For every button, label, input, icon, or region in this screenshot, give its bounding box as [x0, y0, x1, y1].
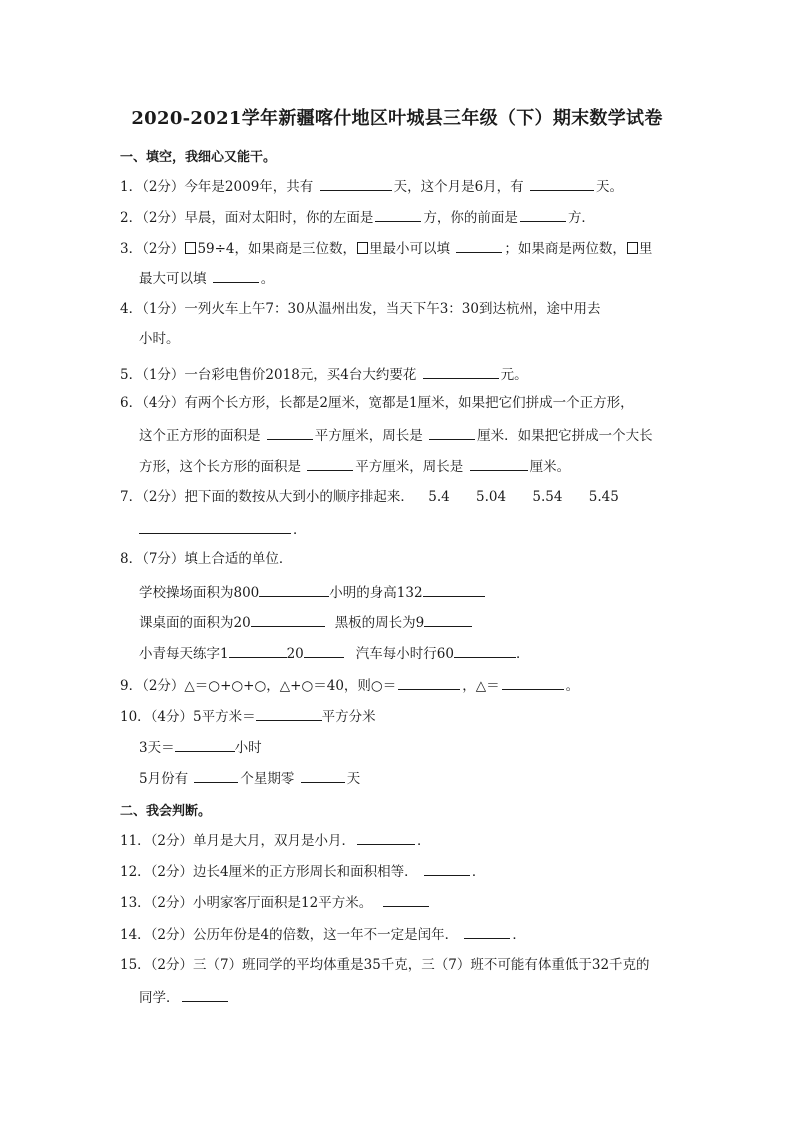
answer-blank[interactable] [398, 675, 460, 690]
question-5: 5．（1分）一台彩电售价2018元，买4台大约要花 元。 [120, 364, 528, 384]
answer-blank[interactable] [213, 268, 259, 283]
question-9: 9．（2分）△＝○+○+○，△+○＝40，则○＝ ，△＝ 。 [120, 675, 579, 695]
answer-blank[interactable] [229, 643, 287, 658]
question-13: 13．（2分）小明家客厅面积是12平方米。 [120, 892, 431, 912]
question-15: 15．（2分）三（7）班同学的平均体重是35千克，三（7）班不可能有体重低于32千克的 [120, 957, 650, 973]
answer-blank[interactable] [175, 737, 235, 752]
question-8-row-1: 学校操场面积为800 小明的身高132 [139, 582, 485, 602]
question-4: 4．（1分）一列火车上午7：30从温州出发，当天下午3：30到达杭州，途中用去 [120, 301, 601, 317]
question-14: 14．（2分）公历年份是4的倍数，这一年不一定是闰年． ． [120, 924, 526, 944]
answer-blank[interactable] [424, 861, 470, 876]
answer-blank[interactable] [423, 364, 499, 379]
question-6-cont: 这个正方形的面积是 平方厘米，周长是 厘米．如果把它拼成一个大长 [139, 425, 653, 445]
answer-blank[interactable] [301, 768, 345, 783]
number-item: 5.4 [428, 489, 450, 505]
question-15-cont: 同学． [139, 987, 230, 1007]
question-11: 11．（2分）单月是大月，双月是小月． ． [120, 830, 431, 850]
question-8-row-3: 小青每天练字1 20 汽车每小时行60 ． [139, 643, 529, 663]
question-8: 8．（7分）填上合适的单位． [120, 551, 293, 567]
answer-blank[interactable] [520, 207, 566, 222]
number-item: 5.04 [476, 489, 507, 505]
question-10-row-2: 3天＝ 小时 [139, 737, 262, 757]
question-10: 10．（4分）5平方米＝ 平方分米 [120, 706, 376, 726]
answer-blank[interactable] [194, 768, 238, 783]
answer-blank[interactable] [454, 643, 516, 658]
answer-blank[interactable] [424, 612, 472, 627]
answer-blank[interactable] [456, 238, 502, 253]
question-7: 7．（2分）把下面的数按从大到小的顺序排起来． 5.4 5.04 5.54 5.45 [120, 489, 619, 505]
answer-blank[interactable] [304, 643, 344, 658]
question-6-cont2: 方形，这个长方形的面积是 平方厘米，周长是 厘米。 [139, 456, 570, 476]
answer-blank[interactable] [423, 582, 485, 597]
answer-blank[interactable] [383, 892, 429, 907]
answer-blank[interactable] [464, 924, 510, 939]
answer-blank[interactable] [256, 706, 322, 721]
answer-blank[interactable] [307, 456, 353, 471]
number-item: 5.54 [532, 489, 563, 505]
empty-box-icon [357, 242, 368, 254]
answer-blank[interactable] [375, 207, 421, 222]
answer-blank[interactable] [530, 176, 594, 191]
section-fill-in-heading: 一、填空，我细心又能干。 [120, 150, 277, 165]
answer-blank[interactable] [267, 425, 313, 440]
answer-blank[interactable] [182, 987, 228, 1002]
answer-blank[interactable] [320, 176, 392, 191]
answer-blank[interactable] [259, 582, 329, 597]
question-3-cont: 最大可以填 。 [139, 268, 274, 288]
question-8-row-2: 课桌面的面积为20 黑板的周长为9 [139, 612, 472, 632]
answer-blank[interactable] [429, 425, 475, 440]
question-12: 12．（2分）边长4厘米的正方形周长和面积相等． ． [120, 861, 485, 881]
question-3: 3．（2分） 59÷4，如果商是三位数， 里最小可以填 ；如果商是两位数， 里 [120, 238, 652, 258]
question-10-row-3: 5月份有 个星期零 天 [139, 768, 360, 788]
answer-blank[interactable] [251, 612, 325, 627]
question-7-cont: ． [139, 519, 307, 539]
question-2: 2．（2分）早晨，面对太阳时，你的左面是 方，你的前面是 方． [120, 207, 595, 227]
section-judgement-heading: 二、我会判断。 [120, 804, 212, 819]
question-4-cont: 小时。 [139, 331, 180, 347]
answer-blank[interactable] [470, 456, 528, 471]
question-6: 6．（4分）有两个长方形，长都是2厘米，宽都是1厘米，如果把它们拼成一个正方形， [120, 395, 634, 411]
number-item: 5.45 [588, 489, 619, 505]
page-title: 2020-2021学年新疆喀什地区叶城县三年级（下）期末数学试卷 [131, 108, 663, 129]
answer-blank[interactable] [502, 675, 564, 690]
answer-blank[interactable] [357, 830, 415, 845]
empty-box-icon [627, 242, 638, 254]
answer-blank[interactable] [139, 519, 291, 534]
empty-box-icon [185, 242, 196, 254]
question-1: 1．（2分）今年是2009年，共有 天，这个月是6月，有 天。 [120, 176, 623, 196]
